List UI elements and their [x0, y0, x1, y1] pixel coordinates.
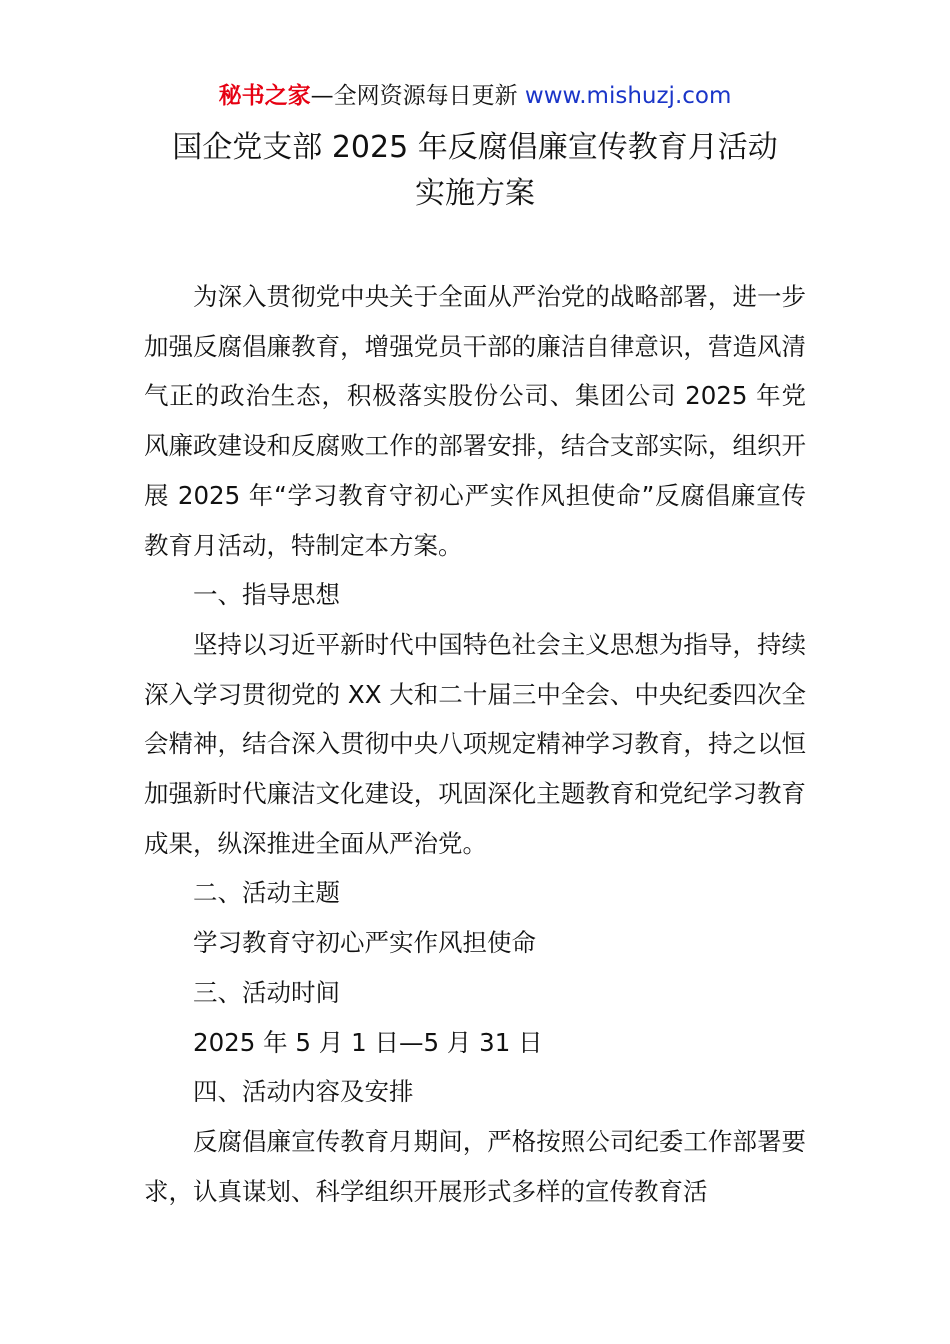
intro-paragraph: 为深入贯彻党中央关于全面从严治党的战略部署，进一步加强反腐倡廉教育，增强党员干部的廉洁自律意识，营造风清气正的政治生态，积极落实股份公司、集团公司 2025 年党风廉政建设和反腐败工作的部署安排，结合支部实际，组织开展 2025 年“学习教育守初心严实作风担使命”反腐倡廉宣传教育月活动，特制定本方案。	[144, 282, 806, 560]
title-line-1: 国企党支部 2025 年反腐倡廉宣传教育月活动	[172, 130, 778, 165]
document-title	[0, 125, 950, 217]
activity-theme-text: 学习教育守初心严实作风担使命	[193, 928, 536, 958]
site-url-link[interactable]: www.mishuzj.com	[524, 83, 732, 109]
title-line-2: 实施方案	[415, 176, 535, 211]
section-heading-activity-theme: 二、活动主题	[193, 878, 340, 908]
activity-content-paragraph: 反腐倡廉宣传教育月期间，严格按照公司纪委工作部署要求，认真谋划、科学组织开展形式多样的宣传教育活	[144, 1126, 806, 1206]
document-body	[144, 272, 806, 1216]
section-heading-activity-content: 四、活动内容及安排	[193, 1077, 414, 1107]
site-header	[0, 80, 950, 112]
brand-name: 秘书之家	[218, 83, 311, 109]
section-heading-activity-time: 三、活动时间	[193, 977, 340, 1007]
site-tagline: —全网资源每日更新	[310, 83, 525, 109]
activity-time-text: 2025 年 5 月 1 日—5 月 31 日	[193, 1027, 543, 1057]
guiding-ideology-paragraph: 坚持以习近平新时代中国特色社会主义思想为指导，持续深入学习贯彻党的 XX 大和二十届三中全会、中央纪委四次全会精神，结合深入贯彻中央八项规定精神学习教育，持之以恒加强新时代廉洁文化建设，巩固深化主题教育和党纪学习教育成果，纵深推进全面从严治党。	[144, 629, 806, 858]
section-heading-guiding-ideology: 一、指导思想	[193, 580, 340, 610]
